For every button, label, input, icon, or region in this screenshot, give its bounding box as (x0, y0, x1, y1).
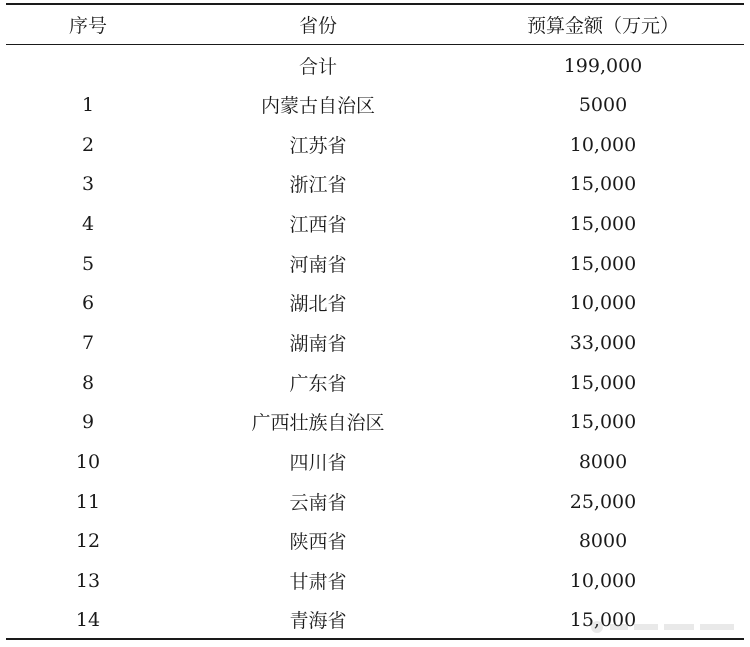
row-amount: 10,000 (569, 569, 637, 592)
row-amount: 5000 (578, 93, 628, 116)
row-index: 8 (81, 371, 95, 394)
row-province: 陕西省 (289, 531, 347, 553)
table-row (6, 125, 744, 164)
row-amount: 10,000 (569, 133, 637, 156)
row-amount: 8000 (578, 529, 628, 552)
header-index: 序号 (68, 15, 107, 37)
row-province: 青海省 (289, 610, 347, 632)
row-index: 6 (81, 291, 95, 314)
row-index: 11 (75, 490, 101, 513)
row-amount: 15,000 (569, 608, 637, 631)
row-index: 1 (81, 93, 95, 116)
row-amount: 25,000 (569, 490, 637, 513)
header-rule (6, 44, 744, 45)
row-index: 5 (81, 252, 95, 275)
row-province: 湖北省 (289, 293, 347, 315)
row-province: 四川省 (289, 452, 347, 474)
table-row (6, 363, 744, 402)
table-row (6, 561, 744, 600)
header-province: 省份 (298, 15, 337, 37)
row-amount: 8000 (578, 450, 628, 473)
total-amount: 199,000 (563, 54, 643, 77)
total-row (6, 46, 744, 85)
bottom-rule (6, 638, 744, 640)
row-province: 甘肃省 (289, 571, 347, 593)
row-province: 广西壮族自治区 (251, 412, 385, 434)
table-row (6, 442, 744, 481)
row-amount: 10,000 (569, 291, 637, 314)
row-index: 10 (75, 450, 101, 473)
header-amount: 预算金额（万元） (526, 15, 679, 37)
row-amount: 15,000 (569, 252, 637, 275)
row-province: 浙江省 (289, 174, 347, 196)
row-province: 云南省 (289, 492, 347, 514)
row-province: 广东省 (289, 373, 347, 395)
table-row (6, 244, 744, 283)
row-index: 4 (81, 212, 95, 235)
row-index: 12 (75, 529, 101, 552)
table-row (6, 600, 744, 639)
row-index: 3 (81, 172, 95, 195)
row-province: 江西省 (289, 214, 347, 236)
row-province: 江苏省 (289, 135, 347, 157)
row-index: 2 (81, 133, 95, 156)
row-index: 14 (75, 608, 101, 631)
row-amount: 33,000 (569, 331, 637, 354)
row-amount: 15,000 (569, 410, 637, 433)
table-row (6, 323, 744, 362)
row-amount: 15,000 (569, 172, 637, 195)
table-row (6, 283, 744, 322)
row-province: 湖南省 (289, 333, 347, 355)
table-row (6, 85, 744, 124)
row-province: 内蒙古自治区 (260, 95, 375, 117)
table-row (6, 482, 744, 521)
total-label: 合计 (298, 56, 337, 78)
row-amount: 15,000 (569, 371, 637, 394)
row-index: 13 (75, 569, 101, 592)
row-index: 7 (81, 331, 95, 354)
table-row (6, 204, 744, 243)
table-row (6, 402, 744, 441)
table-row (6, 164, 744, 203)
total-index (42, 46, 134, 85)
row-province: 河南省 (289, 254, 347, 276)
header-row (6, 5, 744, 44)
table-row (6, 521, 744, 560)
row-amount: 15,000 (569, 212, 637, 235)
row-index: 9 (81, 410, 95, 433)
